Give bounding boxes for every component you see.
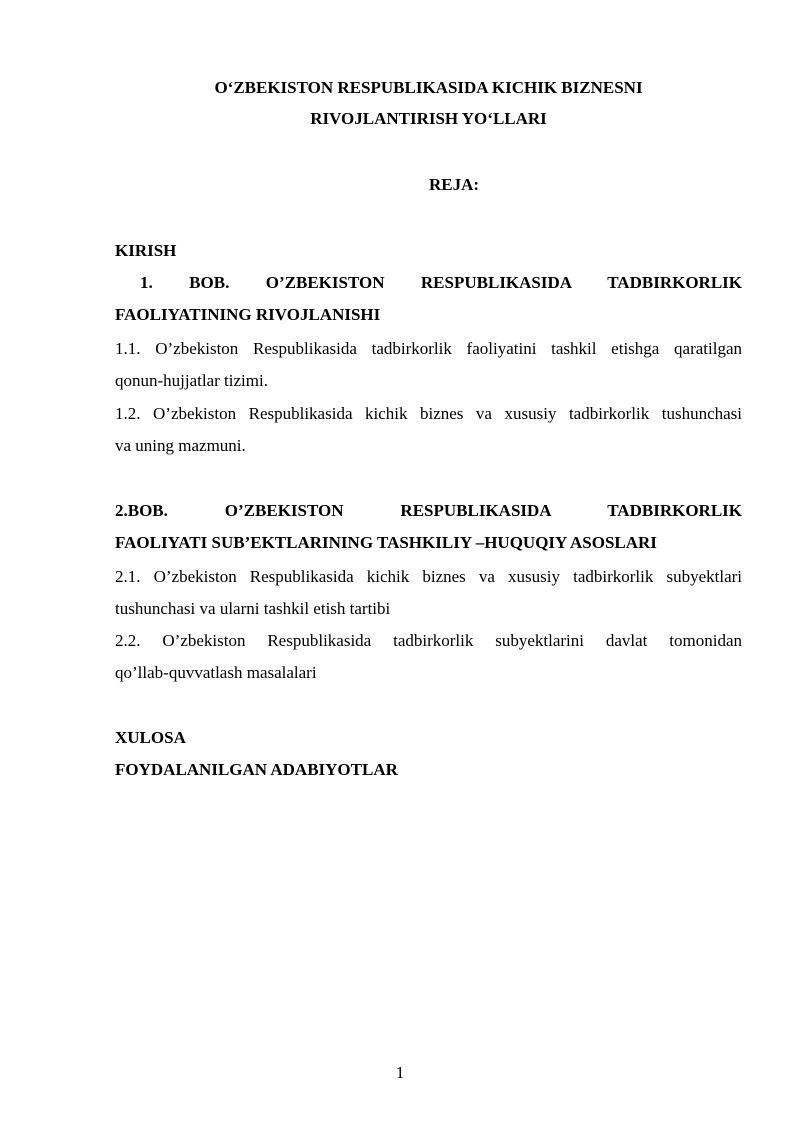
chapter1-heading-line-2: FAOLIYATINING RIVOJLANISHI: [115, 305, 381, 324]
plan-heading: REJA:: [429, 175, 480, 194]
title-line-2: RIVOJLANTIRISH YO‘LLARI: [310, 109, 547, 128]
title-line-1: O‘ZBEKISTON RESPUBLIKASIDA KICHIK BIZNESNI: [214, 78, 643, 97]
section-2-2-line-2: qo’llab-quvvatlash masalalari: [115, 663, 317, 682]
section-1-1-line-2: qonun-hujjatlar tizimi.: [115, 371, 268, 390]
section-1-2-line-2: va uning mazmuni.: [115, 436, 246, 455]
section-2-2-line-1: 2.2. O’zbekiston Respublikasida tadbirkorlik subyektlarini davlat tomonidan: [115, 631, 742, 650]
conclusion-heading: XULOSA: [115, 728, 186, 747]
section-2-1-line-1: 2.1. O’zbekiston Respublikasida kichik biznes va xususiy tadbirkorlik subyektlari: [115, 567, 742, 586]
section-1-2-line-1: 1.2. O’zbekiston Respublikasida kichik biznes va xususiy tadbirkorlik tushunchasi: [115, 404, 742, 423]
chapter2-heading-line-1: 2.BOB. O’ZBEKISTON RESPUBLIKASIDA TADBIRKORLIK: [115, 501, 742, 520]
section-1-1-line-1: 1.1. O’zbekiston Respublikasida tadbirkorlik faoliyatini tashkil etishga qaratilgan: [115, 339, 742, 358]
references-heading: FOYDALANILGAN ADABIYOTLAR: [115, 760, 398, 779]
section-2-1-line-2: tushunchasi va ularni tashkil etish tartibi: [115, 599, 391, 618]
intro-heading: KIRISH: [115, 241, 177, 260]
page-number: 1: [395, 1063, 405, 1082]
chapter2-heading-line-2: FAOLIYATI SUB’EKTLARINING TASHKILIY –HUQUQIY ASOSLARI: [115, 533, 657, 552]
chapter1-heading-line-1: 1. BOB. O’ZBEKISTON RESPUBLIKASIDA TADBIRKORLIK: [140, 273, 742, 292]
